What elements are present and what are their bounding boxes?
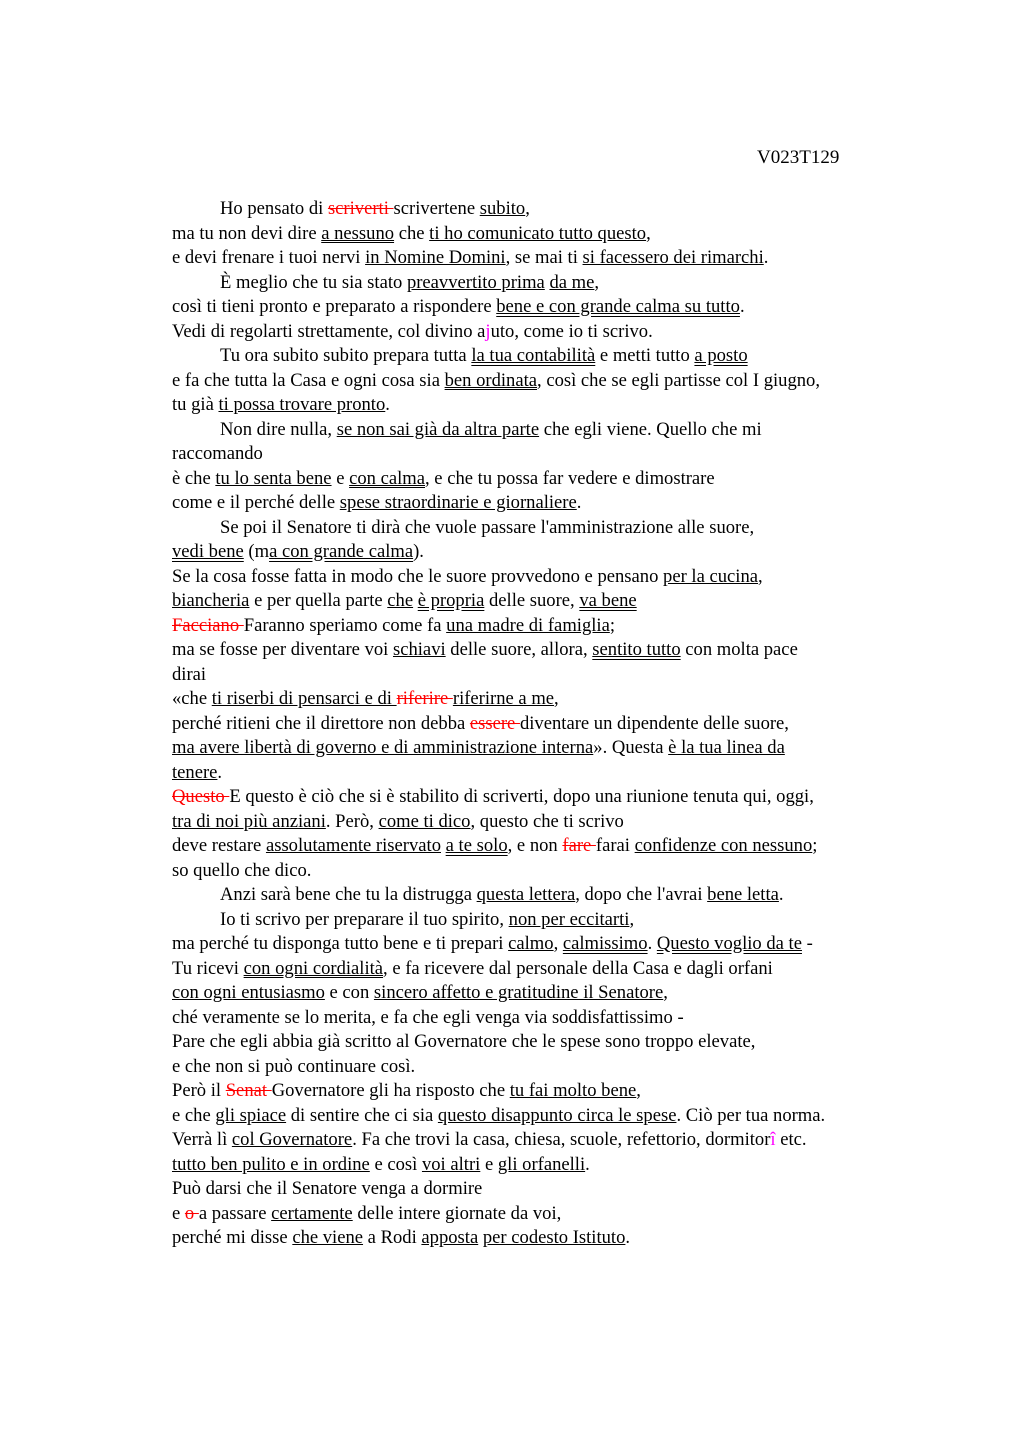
text-line xyxy=(172,418,932,443)
text-segment: è che xyxy=(172,467,216,489)
text-line xyxy=(172,908,932,933)
text-line xyxy=(172,246,932,271)
underlined-text: è la tua linea da xyxy=(668,737,785,758)
text-segment: Governatore gli ha risposto che xyxy=(271,1080,510,1101)
text-segment: . xyxy=(585,1153,590,1175)
text-segment: , e fa ricevere dal personale della Casa e dagli orfani xyxy=(383,957,773,979)
highlighted-letter: j xyxy=(485,320,491,342)
strikethrough-text: scriverti xyxy=(327,198,394,219)
text-segment: E questo è ciò che si è stabilito di scriverti, dopo una riunione tenuta qui, oggi, xyxy=(229,786,814,807)
double-underlined-text: a te solo xyxy=(445,835,508,856)
double-underlined-text: la tua contabilità xyxy=(471,345,596,366)
text-line xyxy=(172,687,932,712)
text-segment: di sentire che ci sia xyxy=(286,1104,438,1126)
text-segment: perché ritieni che il direttore non debba xyxy=(172,712,470,734)
double-underlined-text: bene e con grande calma su tutto xyxy=(496,296,740,317)
text-segment: scrivertene xyxy=(393,198,480,219)
text-segment: . xyxy=(385,394,390,415)
text-segment: e che xyxy=(172,1104,216,1126)
text-segment: , se mai ti xyxy=(505,247,583,268)
text-segment: tu già xyxy=(172,394,219,415)
double-underlined-text: va bene xyxy=(579,590,637,611)
underlined-text: se non sai già da altra parte xyxy=(336,418,540,440)
text-line xyxy=(172,197,932,222)
text-segment: , così che se egli partisse col I giugno, xyxy=(537,369,820,391)
text-segment: , xyxy=(553,933,563,954)
text-line xyxy=(172,295,932,320)
text-segment: . xyxy=(763,247,769,268)
text-line xyxy=(172,516,932,541)
text-line xyxy=(172,369,932,394)
text-segment: so quello che dico. xyxy=(172,859,312,881)
highlighted-letter: î xyxy=(770,1129,776,1150)
letter-body xyxy=(172,197,932,1251)
underlined-text: tu lo senta bene xyxy=(215,467,332,489)
text-line xyxy=(172,663,932,688)
text-line xyxy=(172,1079,932,1104)
underlined-text: tu fai molto bene xyxy=(509,1080,637,1101)
text-segment: e xyxy=(480,1153,498,1175)
text-segment: e con xyxy=(324,982,374,1003)
text-segment: e metti tutto xyxy=(595,345,695,366)
underlined-text: sincero affetto e gratitudine il Senatore xyxy=(373,982,664,1003)
text-segment: Faranno speriamo come fa xyxy=(243,614,447,636)
underlined-text: non per eccitarti xyxy=(508,908,630,930)
text-segment: (m xyxy=(243,541,270,562)
text-segment: ché veramente se lo merita, e fa che egli venga via soddisfattissimo - xyxy=(172,1006,684,1028)
text-segment: . xyxy=(576,492,582,513)
double-underlined-text: sentito tutto xyxy=(592,639,681,660)
text-line xyxy=(172,932,932,957)
text-segment: delle suore, xyxy=(484,590,580,611)
text-segment: ma perché tu disponga tutto bene e ti prepari xyxy=(172,933,509,954)
text-line xyxy=(172,442,932,467)
text-line xyxy=(172,785,932,810)
text-line xyxy=(172,1006,932,1031)
underlined-text: gli spiace xyxy=(215,1104,287,1126)
text-segment: Però il xyxy=(172,1080,226,1101)
text-segment: a passare xyxy=(198,1202,272,1224)
underlined-text: preavvertito prima xyxy=(406,271,545,293)
text-segment: dirai xyxy=(172,663,207,685)
text-line xyxy=(172,1030,932,1055)
text-line xyxy=(172,271,932,296)
text-line xyxy=(172,957,932,982)
text-segment: che xyxy=(394,222,430,244)
text-segment: Può darsi che il Senatore venga a dormire xyxy=(172,1178,483,1199)
text-segment: come e il perché delle xyxy=(172,492,340,513)
text-segment: così ti tieni pronto e preparato a rispondere xyxy=(172,296,497,317)
text-segment: , xyxy=(525,198,530,219)
double-underlined-text: con ogni cordialità xyxy=(243,957,384,979)
text-line xyxy=(172,589,932,614)
text-segment: delle intere giornate da voi, xyxy=(352,1202,562,1224)
text-segment: e fa che tutta la Casa e ogni cosa sia xyxy=(172,369,445,391)
text-line xyxy=(172,1104,932,1129)
text-segment: farai xyxy=(595,835,635,856)
text-line xyxy=(172,1202,932,1227)
text-segment: . Ciò per tua norma. xyxy=(676,1104,826,1126)
text-segment: , xyxy=(663,982,668,1003)
text-segment: Tu ora subito subito prepara tutta xyxy=(220,345,472,366)
text-line xyxy=(172,614,932,639)
text-segment: ; xyxy=(609,614,615,636)
text-segment: deve restare xyxy=(172,835,266,856)
underlined-text: gli orfanelli xyxy=(497,1153,586,1175)
underlined-text: riferirne a me xyxy=(452,688,555,709)
underlined-text: che viene xyxy=(292,1227,364,1248)
text-segment: Non dire nulla, xyxy=(220,418,337,440)
text-segment: e devi frenare i tuoi nervi xyxy=(172,247,366,268)
underlined-text: ma avere libertà di governo e di amministrazione interna xyxy=(172,737,594,758)
text-segment: e che non si può continuare così. xyxy=(172,1055,416,1077)
underlined-text: come ti dico xyxy=(378,810,471,832)
text-segment: Anzi sarà bene che tu la distrugga xyxy=(220,884,477,905)
text-segment: , e che tu possa far vedere e dimostrare xyxy=(425,467,715,489)
underlined-text: apposta xyxy=(421,1227,479,1248)
underlined-text: tra di noi più anziani xyxy=(172,810,326,832)
text-segment: etc. xyxy=(775,1129,807,1150)
underlined-text: assolutamente riservato xyxy=(265,835,441,856)
strikethrough-text: Senat xyxy=(225,1080,272,1101)
underlined-text: col Governatore xyxy=(231,1129,353,1150)
text-line xyxy=(172,834,932,859)
text-segment: ». Questa xyxy=(593,737,669,758)
underlined-text: in Nomine Domini xyxy=(365,247,506,268)
text-segment: , xyxy=(594,271,600,293)
underlined-text: tenere xyxy=(172,761,218,783)
text-segment: , questo che ti scrivo xyxy=(470,810,624,832)
underlined-text: che xyxy=(387,590,414,611)
double-underlined-text: a nessuno xyxy=(321,222,395,244)
text-line xyxy=(172,1128,932,1153)
text-line xyxy=(172,1153,932,1178)
underlined-text: questa lettera xyxy=(476,884,576,905)
text-segment: Verrà lì xyxy=(172,1129,232,1150)
text-line xyxy=(172,1226,932,1251)
underlined-text: per codesto Istituto xyxy=(482,1227,626,1248)
text-segment: che egli viene. Quello che mi xyxy=(539,418,762,440)
text-line xyxy=(172,810,932,835)
strikethrough-text: Facciano xyxy=(172,614,244,636)
underlined-text: bene letta xyxy=(707,884,779,905)
underlined-text: con ogni entusiasmo xyxy=(172,982,325,1003)
text-line xyxy=(172,222,932,247)
double-underlined-text: a con grande calma xyxy=(269,541,414,562)
text-segment: ma se fosse per diventare voi xyxy=(172,639,393,660)
text-segment: uto, come io ti scrivo. xyxy=(490,320,653,342)
text-segment: . xyxy=(625,1227,631,1248)
text-segment: È meglio che tu sia stato xyxy=(220,271,407,293)
text-line xyxy=(172,981,932,1006)
text-segment: e xyxy=(331,467,350,489)
underlined-text: certamente xyxy=(271,1202,353,1224)
underlined-text: confidenze con nessuno xyxy=(634,835,813,856)
text-segment: . xyxy=(778,884,784,905)
text-segment: . xyxy=(739,296,745,317)
text-segment: Se la cosa fosse fatta in modo che le suore provvedono e pensano xyxy=(172,565,664,587)
underlined-text: biancheria xyxy=(172,590,250,611)
text-segment: ; xyxy=(812,835,818,856)
text-segment: . xyxy=(217,761,223,783)
text-segment: , dopo che l'avrai xyxy=(575,884,708,905)
text-segment: raccomando xyxy=(172,443,263,464)
text-segment: , xyxy=(629,908,635,930)
text-segment: ma tu non devi dire xyxy=(172,222,322,244)
text-segment: diventare un dipendente delle suore, xyxy=(519,712,789,734)
underlined-text: calmo xyxy=(508,933,554,954)
underlined-text: da me xyxy=(549,271,595,293)
text-line xyxy=(172,491,932,516)
text-segment: Tu ricevi xyxy=(172,957,244,979)
underlined-text: ti riserbi di pensarci e di xyxy=(211,688,397,709)
text-segment: Pare che egli abbia già scritto al Governatore che le spese sono troppo elevate, xyxy=(172,1031,756,1052)
text-segment: Vedi di regolarti strettamente, col divino a xyxy=(172,320,486,342)
text-segment: Ho pensato di xyxy=(220,198,328,219)
double-underlined-text: è propria xyxy=(417,590,485,611)
text-segment: delle suore, allora, xyxy=(445,639,593,660)
double-underlined-text: a posto xyxy=(694,345,748,366)
text-line xyxy=(172,761,932,786)
underlined-text: si facessero dei rimarchi xyxy=(582,247,764,268)
text-segment: e per quella parte xyxy=(249,590,388,611)
strikethrough-text: Questo xyxy=(172,786,230,807)
text-segment: a Rodi xyxy=(363,1227,422,1248)
underlined-text: spese straordinarie e giornaliere xyxy=(339,492,577,513)
text-line xyxy=(172,883,932,908)
strikethrough-text: riferire xyxy=(396,688,453,709)
double-underlined-text: con calma xyxy=(349,467,425,489)
strikethrough-text: o xyxy=(184,1202,199,1224)
underlined-text: per la cucina xyxy=(663,565,759,587)
text-line xyxy=(172,393,932,418)
text-segment: , xyxy=(758,565,763,587)
text-segment: Io ti scrivo per preparare il tuo spirito, xyxy=(220,908,509,930)
strikethrough-text: essere xyxy=(469,712,520,734)
double-underlined-text: calmissimo xyxy=(562,933,648,954)
text-segment: - xyxy=(801,933,813,954)
text-line xyxy=(172,736,932,761)
text-line xyxy=(172,344,932,369)
text-segment: . Fa che trovi la casa, chiesa, scuole, refettorio, dormitor xyxy=(352,1129,771,1150)
text-line xyxy=(172,565,932,590)
text-segment: «che xyxy=(172,688,212,709)
text-segment: perché mi disse xyxy=(172,1227,293,1248)
text-line xyxy=(172,638,932,663)
text-segment: e xyxy=(172,1202,185,1224)
strikethrough-text: fare xyxy=(562,835,596,856)
underlined-text: tutto ben pulito e in ordine xyxy=(172,1153,370,1175)
underlined-text: una madre di famiglia xyxy=(446,614,610,636)
underlined-text: ti possa trovare pronto xyxy=(218,394,386,415)
text-line xyxy=(172,320,932,345)
underlined-text: questo disappunto circa le spese xyxy=(437,1104,677,1126)
text-segment: , e non xyxy=(507,835,563,856)
text-segment: Se poi il Senatore ti dirà che vuole passare l'amministrazione alle suore, xyxy=(220,516,755,538)
underlined-text: subito xyxy=(479,198,526,219)
text-segment: e così xyxy=(369,1153,422,1175)
text-segment: , xyxy=(554,688,559,709)
text-segment: . Però, xyxy=(325,810,379,832)
document-code: V023T129 xyxy=(757,147,840,168)
underlined-text: schiavi xyxy=(392,639,446,660)
underlined-text: voi altri xyxy=(421,1153,481,1175)
double-underlined-text: vedi bene xyxy=(172,541,244,562)
text-line xyxy=(172,859,932,884)
text-segment: , xyxy=(646,222,651,244)
text-segment: con molta pace xyxy=(680,639,798,660)
text-line xyxy=(172,1055,932,1080)
text-segment: ). xyxy=(413,541,424,562)
text-line xyxy=(172,712,932,737)
underlined-text: ti ho comunicato tutto questo xyxy=(429,222,647,244)
text-line xyxy=(172,1177,932,1202)
text-segment: . xyxy=(647,933,657,954)
text-line xyxy=(172,540,932,565)
text-line xyxy=(172,467,932,492)
double-underlined-text: ben ordinata xyxy=(444,369,538,391)
double-underlined-text: Questo voglio da te xyxy=(656,933,802,954)
text-segment: , xyxy=(636,1080,641,1101)
